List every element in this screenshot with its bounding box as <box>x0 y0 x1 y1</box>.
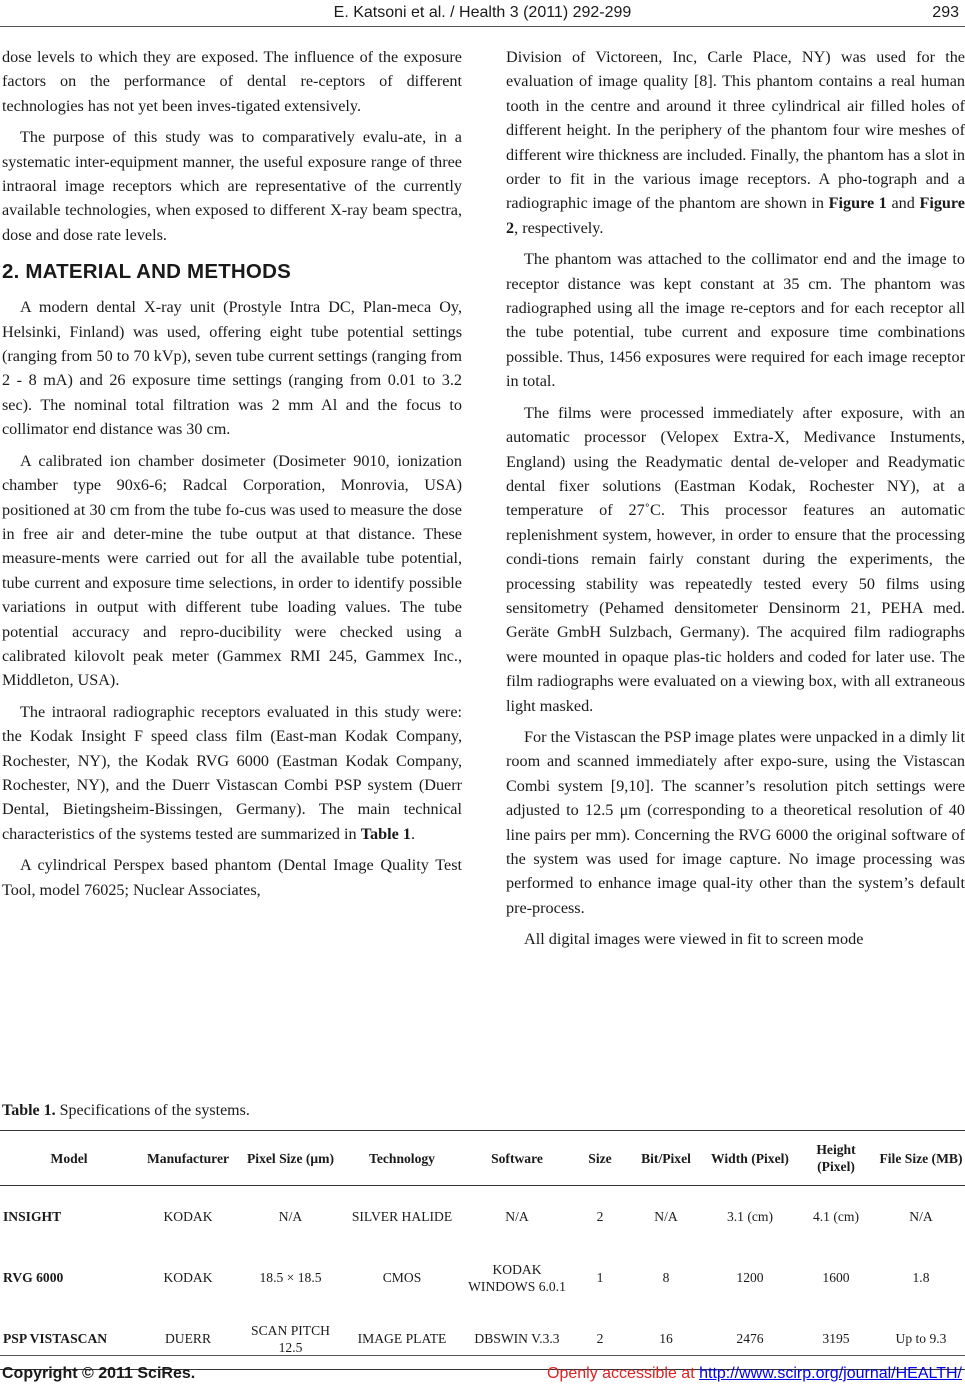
table-reference-link[interactable]: Table 1 <box>360 824 411 843</box>
table-header-row <box>0 1131 965 1186</box>
paragraph: A cylindrical Perspex based phantom (Dental Image Quality Test Tool, model 76025; Nuclear Associates, <box>2 856 462 899</box>
column-header: Technology <box>369 1150 435 1166</box>
paragraph: For the Vistascan the PSP image plates were unpacked in a dimly lit room and scanned immediately after expo-sure, using the Vistascan Combi system [9,10]. The scanner’s resolution pitch settings were adjusted to 12.5 μm (corresponding to a theoretical resolution of 40 line pairs per mm). Concerning the RVG 6000 the original software of the system was used for image capture. No image processing was performed to enhance image qual-ity other than the system’s default pre-process. <box>506 727 965 917</box>
table-cell: 1 <box>596 1270 604 1285</box>
footer-divider <box>0 1355 965 1356</box>
table-cell: N/A <box>654 1209 678 1224</box>
open-access-notice <box>547 1365 962 1383</box>
table-caption-text: Specifications of the systems. <box>55 1102 250 1119</box>
table-cell: 2 <box>596 1209 604 1224</box>
table-caption-label: Table 1. <box>2 1102 56 1119</box>
paragraph <box>2 700 462 846</box>
header-divider <box>0 26 965 27</box>
left-column <box>2 45 462 909</box>
column-header: Width (Pixel) <box>711 1150 789 1166</box>
right-column <box>506 45 965 959</box>
table-cell: KODAK <box>163 1209 213 1224</box>
table-cell: DBSWIN V.3.3 <box>474 1331 560 1346</box>
table-cell: N/A <box>278 1209 303 1224</box>
column-header: Pixel Size (μm) <box>247 1150 334 1166</box>
paragraph-text: Division of Victoreen, Inc, Carle Place, NY) was used for the evaluation of image quality [8]. This phantom contains a real human tooth in the centre and around it three cylindrical air filled holes of different height. In the periphery of the phantom four wire meshes of different wire thickness are included. Finally, the phantom has a slot in order to fit in the various image receptors. A pho-tograph and a radiographic image of the phantom are shown in <box>506 48 965 213</box>
table-cell: IMAGE PLATE <box>357 1331 447 1346</box>
specifications-table <box>0 1130 965 1370</box>
paragraph: A modern dental X-ray unit (Prostyle Intra DC, Plan-meca Oy, Helsinki, Finland) was used, offering eight tube potential settings (ranging from 50 to 70 kVp), seven tube current settings (ranging from 2 - 8 mA) and 26 exposure time settings (ranging from 0.01 to 3.2 sec). The nominal total filtration was 2 mm Al and the focus to collimator end distance was 30 cm. <box>2 298 462 439</box>
column-header: Height (Pixel) <box>816 1142 856 1174</box>
table-cell: KODAK WINDOWS 6.0.1 <box>468 1261 566 1294</box>
table-cell: 18.5 × 18.5 <box>259 1270 322 1285</box>
table-cell: 1.8 <box>912 1270 930 1285</box>
table-row <box>0 1186 965 1248</box>
paragraph-text: . <box>410 824 415 843</box>
table-cell: 4.1 (cm) <box>812 1209 860 1224</box>
column-header: Size <box>588 1150 612 1166</box>
paragraph: A calibrated ion chamber dosimeter (Dosimeter 9010, ionization chamber type 90x6-6; Radcal Corporation, Monrovia, USA) positioned at 30 cm from the tube fo-cus was used to measure the dose in free air and deter-mine the tube output at that distance. These measure-ments were carried out for all the available tube potential, tube current and exposure time selections, in order to identify possible variations in output with different tube loading values. The tube potential accuracy and repro-ducibility were checked using a calibrated kilovolt peak meter (Gammex RMI 245, Gammex Inc., Middleton, USA). <box>2 451 462 690</box>
paragraph: The purpose of this study was to comparatively evalu-ate, in a systematic inter-equipment manner, the useful exposure range of three intraoral image receptors which are representative of the currently available technologies, when exposed to different X-ray beam spectra, dose and dose rate levels. <box>2 128 462 244</box>
table-row <box>0 1308 965 1370</box>
table-cell: KODAK <box>163 1270 213 1285</box>
paragraph <box>506 45 965 240</box>
page-footer <box>0 1365 965 1387</box>
table-cell: PSP VISTASCAN <box>3 1331 108 1346</box>
figure-reference-link[interactable]: Figure 1 <box>828 194 887 213</box>
table-cell: 1600 <box>822 1270 850 1285</box>
column-header: Software <box>491 1150 543 1166</box>
table-cell: 2 <box>596 1331 604 1346</box>
column-header: File Size (MB) <box>879 1150 963 1166</box>
column-header: Model <box>50 1150 88 1166</box>
table-cell: CMOS <box>382 1270 422 1285</box>
paragraph-text: The intraoral radiographic receptors evaluated in this study were: the Kodak Insight F speed class film (East-man Kodak Company, Rochester, NY), the Kodak RVG 6000 (Eastman Kodak Company, Rochester, NY), and the Duerr Vistascan Combi PSP system (Duerr Dental, Bietingsheim-Bissingen, Germany). The main technical characteristics of the systems tested are summarized in <box>2 702 462 843</box>
table-cell: Up to 9.3 <box>895 1331 947 1346</box>
table-cell: 8 <box>662 1270 670 1285</box>
table-cell: DUERR <box>164 1331 212 1346</box>
table-cell: 16 <box>659 1331 673 1346</box>
paragraph: The films were processed immediately after exposure, with an automatic processor (Velopex Extra-X, Medivance Instuments, England) using the Readymatic dental de-veloper and Readymatic dental fixer solutions (Eastman Kodak, Rochester NY), at a temperature of 27˚C. This processor features an automatic replenishment system, however, in order to ensure that the processing condi-tions remain fairly constant during the experiments, the processing stability was repeatedly tested every 50 films using sensitometry (Pehamed densitometer Densinorm 21, PEHA med. Geräte GmbH Sulzbach, Germany). The acquired film radiographs were mounted in opaque plas-tic holders and coded for later use. The film radiographs were evaluated on a viewing box, with all extraneous light masked. <box>506 403 965 715</box>
table-row <box>0 1247 965 1308</box>
column-header: Manufacturer <box>146 1150 230 1166</box>
paragraph: All digital images were viewed in fit to screen mode <box>524 930 864 949</box>
page-number: 293 <box>932 4 959 21</box>
paragraph-text: , respectively. <box>514 218 604 237</box>
table-cell: SCAN PITCH 12.5 <box>251 1322 330 1355</box>
table-cell: SILVER HALIDE <box>351 1209 453 1224</box>
table-cell: 3.1 (cm) <box>726 1209 774 1224</box>
paragraph: The phantom was attached to the collimator end and the image to receptor distance was kept constant at 35 cm. The phantom was radiographed using all the image re-ceptors and for each receptor all the tube potential, tube current and exposure time combinations possible. Thus, 1456 exposures were required for each image receptor in total. <box>506 250 965 391</box>
table-cell: 2476 <box>736 1331 764 1346</box>
table-cell: N/A <box>505 1209 529 1224</box>
table-cell: 1200 <box>736 1270 764 1285</box>
open-access-text: Openly accessible at <box>547 1365 700 1382</box>
table-cell: 3195 <box>822 1331 850 1346</box>
table-cell: N/A <box>909 1209 933 1224</box>
journal-url-link[interactable]: http://www.scirp.org/journal/HEALTH/ <box>699 1365 962 1382</box>
column-header: Bit/Pixel <box>641 1150 691 1166</box>
table-cell: RVG 6000 <box>3 1270 64 1285</box>
paragraph-text: and <box>886 194 920 213</box>
paragraph: dose levels to which they are exposed. The influence of the exposure factors on the performance of dental re-ceptors of different technologies has not yet been inves-tigated extensively. <box>2 48 462 115</box>
figure-reference-link[interactable]: Figure 2 <box>506 194 965 237</box>
section-heading: 2. MATERIAL AND METHODS <box>2 260 291 284</box>
running-head: E. Katsoni et al. / Health 3 (2011) 292-299 <box>333 4 632 21</box>
copyright-notice: Copyright © 2011 SciRes. <box>2 1365 196 1382</box>
table-caption <box>2 1102 250 1120</box>
table-cell: INSIGHT <box>3 1209 62 1224</box>
running-header <box>0 2 965 26</box>
